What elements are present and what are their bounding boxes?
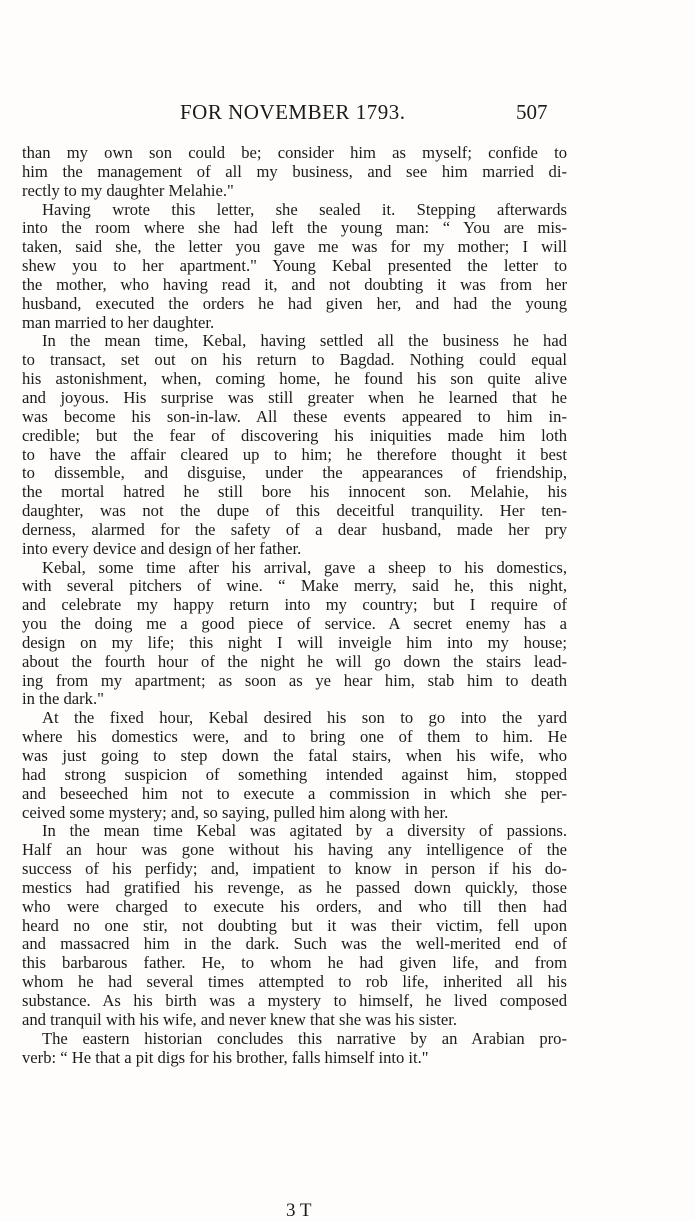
text-line: where his domestics were, and to bring one of them to him. He xyxy=(22,728,567,747)
text-line: than my own son could be; consider him as myself; confide to xyxy=(22,144,567,162)
text-line: you the doing me a good piece of service. A secret enemy has a xyxy=(22,615,567,634)
text-line: to transact, set out on his return to Bagdad. Nothing could equal xyxy=(22,351,567,370)
text-line: the mother, who having read it, and not doubting it was from her xyxy=(22,275,567,294)
text-line: In the mean time, Kebal, having settled all the business he had xyxy=(42,332,567,351)
text-line: success of his perfidy; and, impatient to know in person if his do- xyxy=(22,860,567,879)
text-line: verb: “ He that a pit digs for his brother, falls himself into it." xyxy=(22,1048,429,1067)
text-line: Having wrote this letter, she sealed it. Stepping afterwards xyxy=(42,200,567,219)
text-line: The eastern historian concludes this narrative by an Arabian pro- xyxy=(42,1029,567,1048)
text-line: substance. As his birth was a mystery to himself, he lived composed xyxy=(22,991,567,1010)
text-line: Half an hour was gone without his having any intelligence of the xyxy=(22,841,567,860)
running-head-title: FOR NOVEMBER 1793. xyxy=(180,100,406,124)
text-line: who were charged to execute his orders, and who till then had xyxy=(22,897,567,916)
text-line: and tranquil with his wife, and never knew that she was his sister. xyxy=(22,1010,458,1029)
text-line: the mortal hatred he still bore his innocent son. Melahie, his xyxy=(22,483,567,502)
text-line: was become his son-in-law. All these events appeared to him in- xyxy=(22,407,567,426)
page-number: 507 xyxy=(516,100,548,124)
text-line: him the management of all my business, and see him married di- xyxy=(22,162,567,181)
text-line: had strong suspicion of something intended against him, stopped xyxy=(22,765,567,784)
text-line: ceived some mystery; and, so saying, pulled him along with her. xyxy=(22,803,449,822)
text-line: with several pitchers of wine. “ Make merry, said he, this night, xyxy=(22,577,567,596)
text-line: ing from my apartment; as soon as ye hear him, stab him to death xyxy=(22,671,567,690)
text-line: and joyous. His surprise was still greater when he learned that he xyxy=(22,388,567,407)
text-line: to dissemble, and disguise, under the appearances of friendship, xyxy=(22,464,567,483)
text-line: design on my life; this night I will inveigle him into my house; xyxy=(22,633,567,652)
text-line: this barbarous father. He, to whom he had given life, and from xyxy=(22,954,567,973)
text-line: At the fixed hour, Kebal desired his son to go into the yard xyxy=(42,709,567,728)
text-line: his astonishment, when, coming home, he found his son quite alive xyxy=(22,370,567,389)
text-line: was just going to step down the fatal stairs, when his wife, who xyxy=(22,747,567,765)
text-line: shew you to her apartment." Young Kebal presented the letter to xyxy=(22,257,567,276)
text-line: husband, executed the orders he had given her, and had the young xyxy=(22,294,567,313)
text-line: derness, alarmed for the safety of a dear husband, made her pry xyxy=(22,520,567,539)
text-line: in the dark." xyxy=(22,690,104,709)
text-line: In the mean time Kebal was agitated by a diversity of passions. xyxy=(42,822,567,841)
text-line: man married to her daughter. xyxy=(22,313,215,332)
text-line: about the fourth hour of the night he will go down the stairs lead- xyxy=(22,652,567,671)
text-line: heard no one stir, not doubting but it was their victim, fell upon xyxy=(22,916,567,935)
text-line: whom he had several times attempted to rob life, inherited all his xyxy=(22,973,567,992)
text-line: to have the affair cleared up to him; he therefore thought it best xyxy=(22,445,567,464)
signature-mark: 3 T xyxy=(286,1200,312,1221)
text-line: daughter, was not the dupe of this deceitful tranquility. Her ten- xyxy=(22,502,567,521)
text-line: and celebrate my happy return into my country; but I require of xyxy=(22,596,567,615)
text-line: taken, said she, the letter you gave me was for my mother; I will xyxy=(22,238,567,257)
text-line: into every device and design of her father. xyxy=(22,539,302,558)
text-line: rectly to my daughter Melahie." xyxy=(22,181,234,200)
text-line: and massacred him in the dark. Such was the well-merited end of xyxy=(22,935,567,954)
text-line: Kebal, some time after his arrival, gave a sheep to his domestics, xyxy=(42,558,567,577)
running-head xyxy=(0,100,695,130)
body-text xyxy=(0,144,695,1067)
text-line: credible; but the fear of discovering his iniquities made him loth xyxy=(22,426,567,445)
text-line: into the room where she had left the young man: “ You are mis- xyxy=(22,219,567,238)
text-line: and beseeched him not to execute a commission in which she per- xyxy=(22,784,567,803)
text-line: mestics had gratified his revenge, as he passed down quickly, those xyxy=(22,878,567,897)
